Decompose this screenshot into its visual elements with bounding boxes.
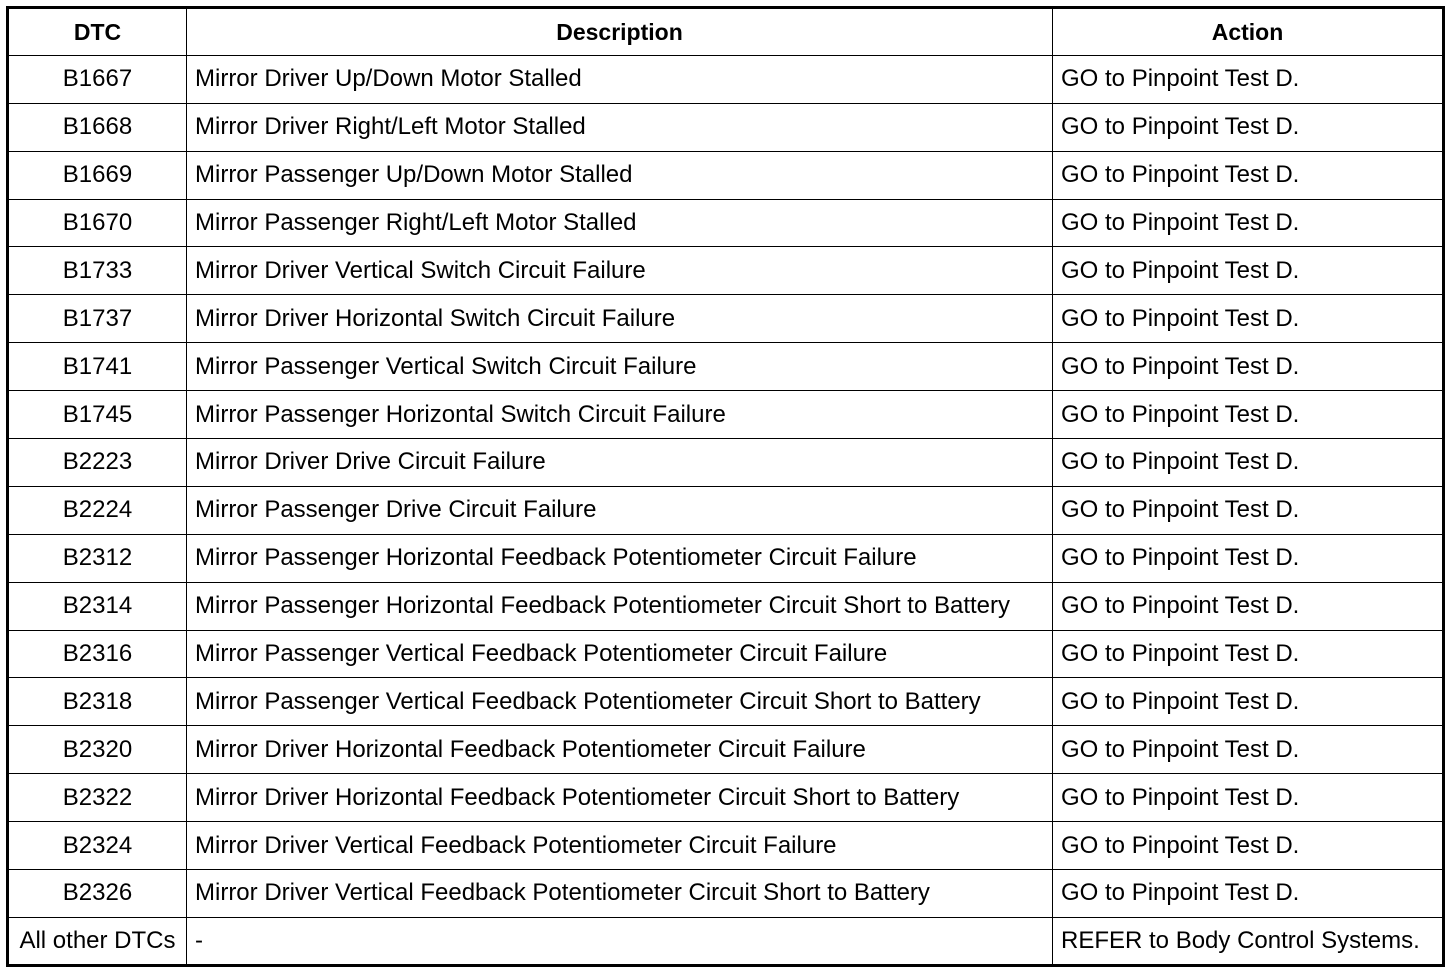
description-cell: Mirror Driver Vertical Feedback Potentiometer Circuit Short to Battery: [187, 870, 1053, 918]
table-row: [8, 774, 1444, 822]
description-cell: Mirror Passenger Right/Left Motor Stalled: [187, 199, 1053, 247]
description-cell: Mirror Passenger Vertical Feedback Potentiometer Circuit Failure: [187, 630, 1053, 678]
action-cell: GO to Pinpoint Test D.: [1053, 391, 1444, 439]
description-cell: Mirror Driver Horizontal Feedback Potentiometer Circuit Failure: [187, 726, 1053, 774]
table-row: [8, 151, 1444, 199]
action-cell: GO to Pinpoint Test D.: [1053, 774, 1444, 822]
description-cell: Mirror Passenger Drive Circuit Failure: [187, 486, 1053, 534]
action-cell: GO to Pinpoint Test D.: [1053, 822, 1444, 870]
description-cell: Mirror Driver Right/Left Motor Stalled: [187, 103, 1053, 151]
action-cell: GO to Pinpoint Test D.: [1053, 343, 1444, 391]
dtc-cell: B1668: [8, 103, 187, 151]
table-row: [8, 582, 1444, 630]
dtc-cell: B1667: [8, 55, 187, 103]
table-row: [8, 343, 1444, 391]
dtc-cell: B2316: [8, 630, 187, 678]
description-cell: Mirror Passenger Up/Down Motor Stalled: [187, 151, 1053, 199]
description-cell: Mirror Driver Drive Circuit Failure: [187, 439, 1053, 487]
dtc-cell: B2224: [8, 486, 187, 534]
description-cell: Mirror Passenger Horizontal Feedback Potentiometer Circuit Short to Battery: [187, 582, 1053, 630]
description-cell: Mirror Passenger Horizontal Switch Circuit Failure: [187, 391, 1053, 439]
table-row: [8, 822, 1444, 870]
dtc-cell: B2322: [8, 774, 187, 822]
description-cell: Mirror Driver Up/Down Motor Stalled: [187, 55, 1053, 103]
table-row: [8, 726, 1444, 774]
table-row: [8, 630, 1444, 678]
action-cell: GO to Pinpoint Test D.: [1053, 630, 1444, 678]
table-row: [8, 439, 1444, 487]
table-row: [8, 199, 1444, 247]
description-cell: -: [187, 917, 1053, 965]
description-cell: Mirror Driver Horizontal Feedback Potentiometer Circuit Short to Battery: [187, 774, 1053, 822]
dtc-cell: B1670: [8, 199, 187, 247]
table-row: [8, 870, 1444, 918]
header-action: Action: [1053, 8, 1444, 56]
action-cell: GO to Pinpoint Test D.: [1053, 199, 1444, 247]
dtc-cell: B1745: [8, 391, 187, 439]
action-cell: GO to Pinpoint Test D.: [1053, 678, 1444, 726]
table-row: [8, 295, 1444, 343]
dtc-table: [6, 6, 1445, 967]
action-cell: GO to Pinpoint Test D.: [1053, 534, 1444, 582]
table-row: [8, 247, 1444, 295]
header-description: Description: [187, 8, 1053, 56]
header-dtc: DTC: [8, 8, 187, 56]
dtc-cell: B2318: [8, 678, 187, 726]
action-cell: GO to Pinpoint Test D.: [1053, 151, 1444, 199]
description-cell: Mirror Driver Vertical Feedback Potentiometer Circuit Failure: [187, 822, 1053, 870]
description-cell: Mirror Passenger Horizontal Feedback Potentiometer Circuit Failure: [187, 534, 1053, 582]
table-row: [8, 534, 1444, 582]
description-cell: Mirror Passenger Vertical Feedback Potentiometer Circuit Short to Battery: [187, 678, 1053, 726]
dtc-cell: B2324: [8, 822, 187, 870]
dtc-table-container: [6, 6, 1442, 964]
table-row: [8, 391, 1444, 439]
dtc-cell: B2326: [8, 870, 187, 918]
table-row: [8, 55, 1444, 103]
dtc-cell: B2320: [8, 726, 187, 774]
action-cell: GO to Pinpoint Test D.: [1053, 247, 1444, 295]
description-cell: Mirror Driver Horizontal Switch Circuit Failure: [187, 295, 1053, 343]
action-cell: GO to Pinpoint Test D.: [1053, 582, 1444, 630]
action-cell: GO to Pinpoint Test D.: [1053, 726, 1444, 774]
table-row: [8, 486, 1444, 534]
table-row: [8, 103, 1444, 151]
dtc-cell: B1669: [8, 151, 187, 199]
action-cell: GO to Pinpoint Test D.: [1053, 55, 1444, 103]
action-cell: GO to Pinpoint Test D.: [1053, 486, 1444, 534]
description-cell: Mirror Driver Vertical Switch Circuit Failure: [187, 247, 1053, 295]
action-cell: REFER to Body Control Systems.: [1053, 917, 1444, 965]
table-row: [8, 678, 1444, 726]
action-cell: GO to Pinpoint Test D.: [1053, 295, 1444, 343]
dtc-cell: B2314: [8, 582, 187, 630]
dtc-cell: B2223: [8, 439, 187, 487]
action-cell: GO to Pinpoint Test D.: [1053, 439, 1444, 487]
action-cell: GO to Pinpoint Test D.: [1053, 103, 1444, 151]
dtc-cell: B2312: [8, 534, 187, 582]
table-header: [8, 8, 1444, 56]
dtc-cell: B1733: [8, 247, 187, 295]
dtc-cell: B1741: [8, 343, 187, 391]
dtc-cell: B1737: [8, 295, 187, 343]
action-cell: GO to Pinpoint Test D.: [1053, 870, 1444, 918]
table-row: [8, 917, 1444, 965]
description-cell: Mirror Passenger Vertical Switch Circuit Failure: [187, 343, 1053, 391]
dtc-cell: All other DTCs: [8, 917, 187, 965]
table-body: [8, 55, 1444, 965]
header-row: [8, 8, 1444, 56]
